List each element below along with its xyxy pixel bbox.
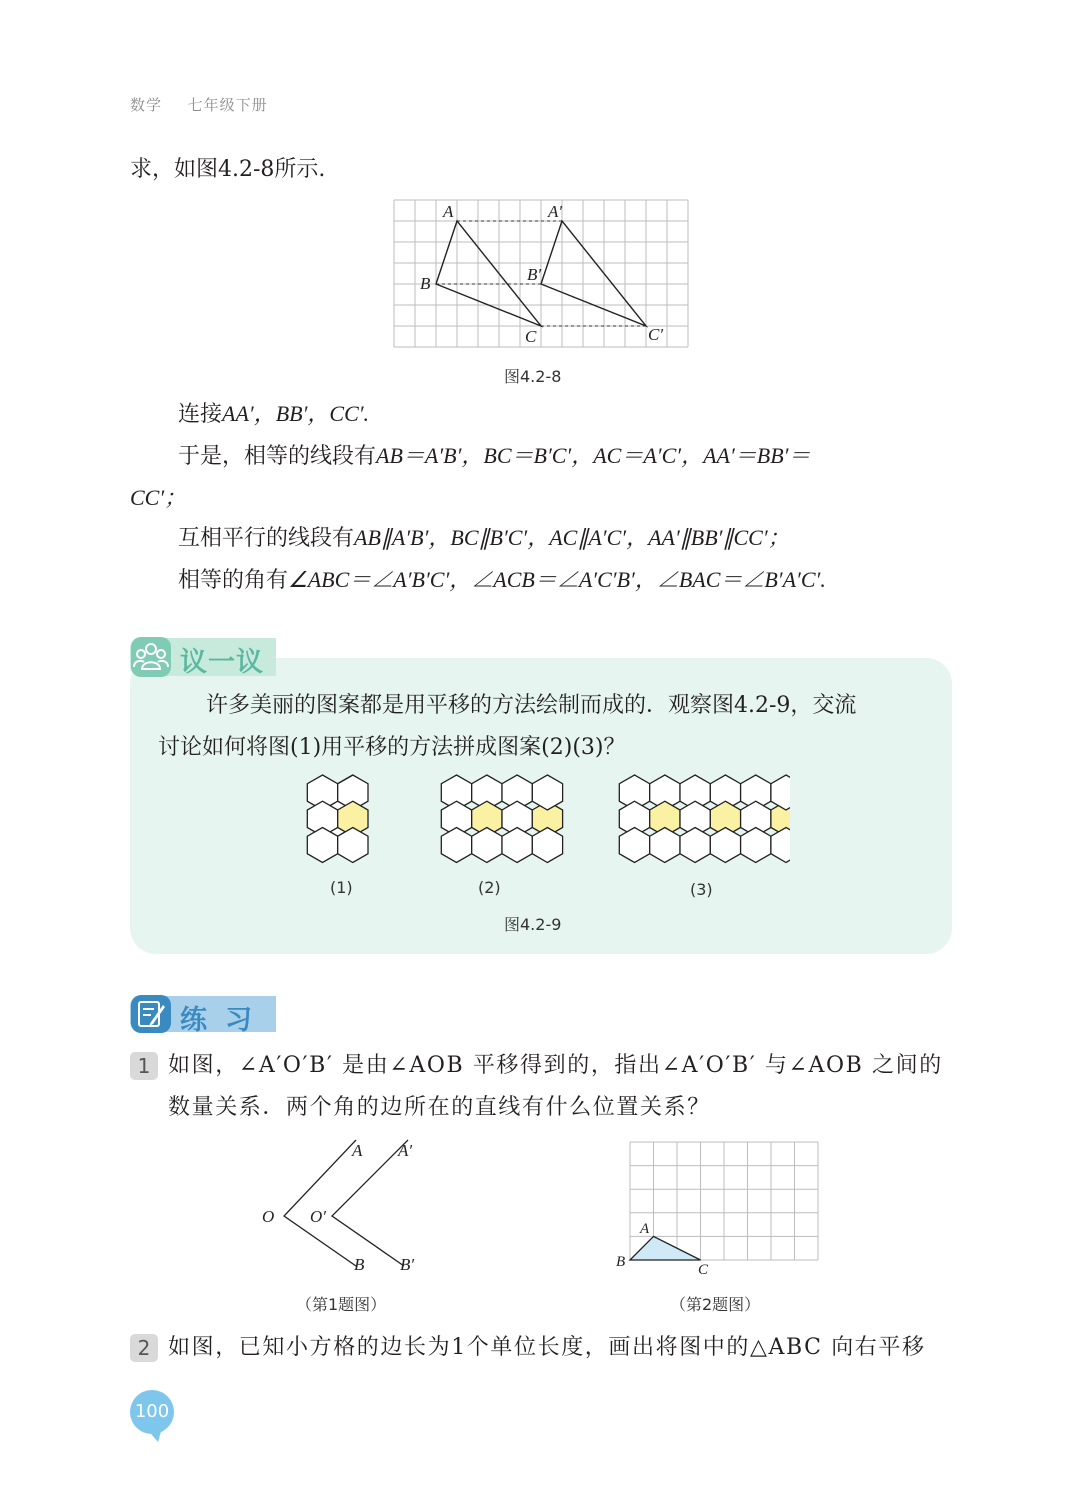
fig2-caption: 图4.2-9 bbox=[504, 915, 562, 934]
label-angle-A-prime: A′ bbox=[398, 1141, 413, 1160]
discussion-title: 议一议 bbox=[180, 647, 264, 678]
q1-number: 1 bbox=[130, 1052, 158, 1080]
page-number: 100 bbox=[130, 1390, 174, 1434]
connect-math: AA′，BB′，CC′. bbox=[222, 401, 370, 426]
figure-q1-angles bbox=[256, 1136, 436, 1282]
parallel-line bbox=[178, 522, 790, 555]
fig1-caption: 图4.2-8 bbox=[504, 367, 562, 386]
figure-q2-grid bbox=[610, 1136, 826, 1280]
equal-seg-math: AB＝A′B′，BC＝B′C′，AC＝A′C′，AA′＝BB′＝ bbox=[376, 443, 811, 468]
page-number-tail bbox=[144, 1428, 164, 1444]
intro-line: 求，如图4.2-8所示. bbox=[130, 157, 326, 182]
exercise-pencil-icon bbox=[130, 994, 172, 1034]
connect-line bbox=[178, 398, 369, 431]
hex-label-3: (3) bbox=[690, 880, 713, 899]
hex-pattern-3 bbox=[619, 775, 790, 863]
header-grade: 七年级下册 bbox=[187, 96, 268, 114]
discussion-people-icon bbox=[130, 636, 172, 678]
equal-segments-line bbox=[178, 440, 810, 473]
angles-line bbox=[178, 564, 826, 597]
label-angle-A: A bbox=[352, 1141, 363, 1160]
label-B: B bbox=[420, 274, 431, 293]
hexagon-patterns-final bbox=[296, 768, 790, 874]
exercise-title: 练习 bbox=[180, 1005, 270, 1036]
q2-line-1: 如图，已知小方格的边长为1个单位长度，画出将图中的△ABC 向右平移 bbox=[168, 1335, 926, 1360]
label-B-prime: B′ bbox=[527, 265, 542, 284]
discussion-line-1: 许多美丽的图案都是用平移的方法绘制而成的．观察图4.2-9，交流 bbox=[206, 693, 857, 718]
label-O-prime: O′ bbox=[310, 1207, 326, 1226]
hex-pattern-2 bbox=[441, 775, 562, 863]
angle-math: ∠ABC＝∠A′B′C′，∠ACB＝∠A′C′B′，∠BAC＝∠B′A′C′. bbox=[288, 567, 826, 592]
equal-seg-prefix: 于是，相等的线段有 bbox=[178, 444, 377, 469]
equal-segments-end: CC′； bbox=[130, 485, 187, 510]
q1-line-2: 数量关系．两个角的边所在的直线有什么位置关系？ bbox=[168, 1095, 711, 1120]
header-book: 数学 bbox=[130, 96, 163, 114]
label-angle-B: B bbox=[354, 1255, 365, 1274]
q1-figure-caption: （第1题图） bbox=[296, 1295, 387, 1314]
parallel-math: AB∥A′B′，BC∥B′C′，AC∥A′C′，AA′∥BB′∥CC′； bbox=[354, 525, 790, 550]
angle-prefix: 相等的角有 bbox=[178, 568, 289, 593]
label-A: A bbox=[443, 202, 454, 221]
parallel-prefix: 互相平行的线段有 bbox=[178, 526, 355, 551]
label-angle-B-prime: B′ bbox=[400, 1255, 415, 1274]
q2-label-A: A bbox=[640, 1221, 650, 1237]
q2-label-B: B bbox=[616, 1254, 626, 1270]
q2-number: 2 bbox=[130, 1334, 158, 1362]
q1-line-1: 如图，∠A′O′B′ 是由∠AOB 平移得到的，指出∠A′O′B′ 与∠AOB 之间的 bbox=[168, 1053, 943, 1078]
running-header bbox=[130, 94, 268, 115]
connect-prefix: 连接 bbox=[178, 402, 223, 427]
discussion-line-2: 讨论如何将图(1)用平移的方法拼成图案(2)(3)？ bbox=[158, 735, 626, 760]
label-A-prime: A′ bbox=[548, 202, 563, 221]
q2-label-C: C bbox=[698, 1262, 709, 1278]
label-C-prime: C′ bbox=[648, 325, 664, 344]
figure-4-2-8 bbox=[380, 196, 710, 356]
q2-figure-caption: （第2题图） bbox=[670, 1295, 761, 1314]
hex-label-1: (1) bbox=[330, 878, 353, 897]
label-O: O bbox=[262, 1207, 275, 1226]
label-C: C bbox=[525, 327, 537, 346]
hex-label-2: (2) bbox=[478, 878, 501, 897]
